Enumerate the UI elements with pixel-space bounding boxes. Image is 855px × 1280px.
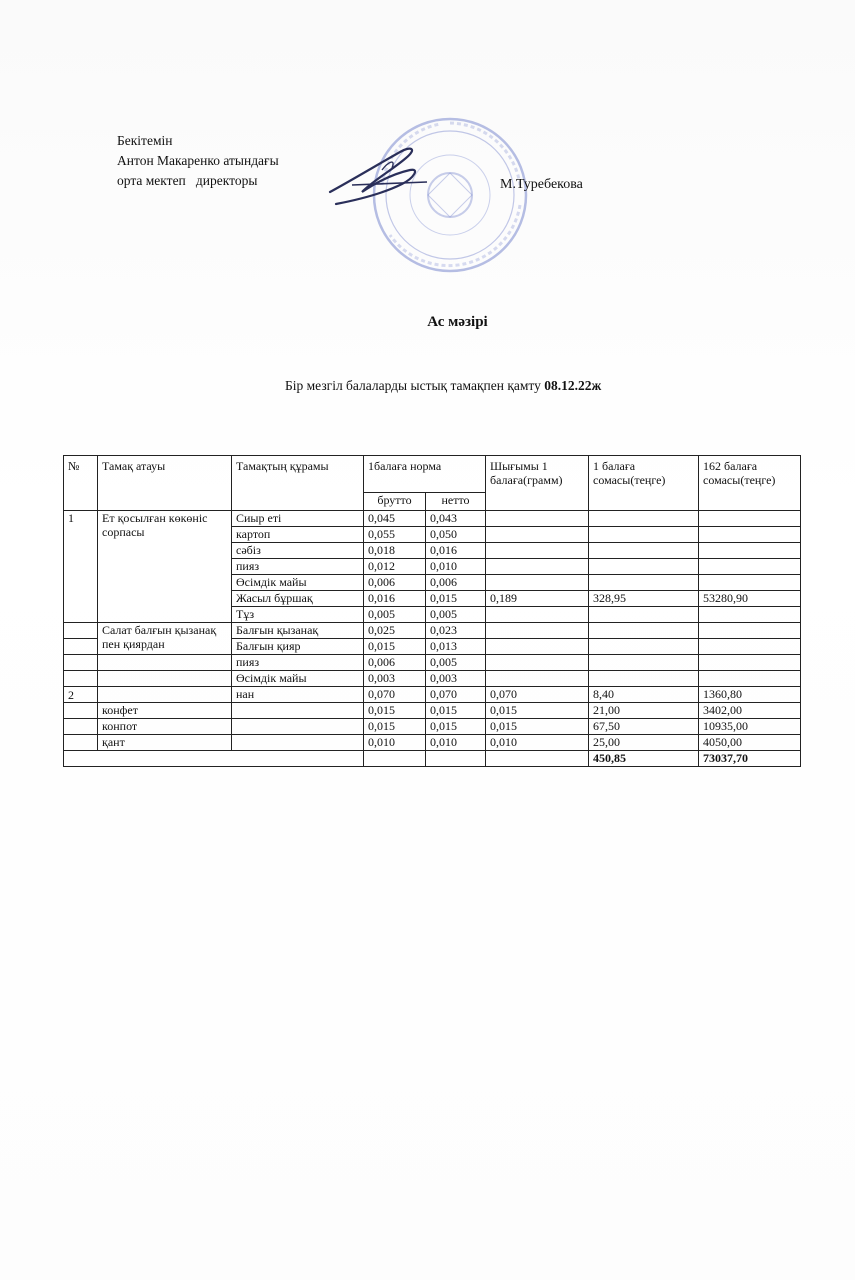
cell-ing <box>232 719 364 735</box>
approval-line-1: Бекітемін <box>117 133 173 148</box>
cell-c1 <box>589 527 699 543</box>
cell-c1: 328,95 <box>589 591 699 607</box>
cell-c162: 3402,00 <box>699 703 801 719</box>
cell-gross: 0,015 <box>364 703 426 719</box>
table-row <box>64 655 801 671</box>
header-dish: Тамақ атауы <box>98 456 232 511</box>
cell-ing <box>232 703 364 719</box>
cell-c1 <box>589 623 699 639</box>
cell-out <box>486 639 589 655</box>
cell-dish <box>98 655 232 671</box>
cell-num <box>64 639 98 655</box>
approval-block <box>117 131 279 191</box>
cell-out <box>486 607 589 623</box>
cell-ing: Тұз <box>232 607 364 623</box>
cell-num <box>64 719 98 735</box>
cell-gross: 0,010 <box>364 735 426 751</box>
cell-c1 <box>589 639 699 655</box>
cell-gross: 0,016 <box>364 591 426 607</box>
cell-gross: 0,015 <box>364 639 426 655</box>
header-norm: 1балаға норма <box>364 456 486 493</box>
director-name: М.Туребекова <box>500 177 583 192</box>
cell-net: 0,005 <box>426 607 486 623</box>
table-row <box>64 735 801 751</box>
subtitle-text: Бір мезгіл балаларды ыстық тамақпен қамту <box>285 378 541 393</box>
cell-ing: Сиыр еті <box>232 511 364 527</box>
header-net: нетто <box>426 493 486 511</box>
cell-c162 <box>699 527 801 543</box>
cell-out <box>486 623 589 639</box>
cell-c1 <box>589 607 699 623</box>
cell-net: 0,010 <box>426 735 486 751</box>
cell-out <box>486 527 589 543</box>
table-row <box>64 671 801 687</box>
cell-c162 <box>699 511 801 527</box>
cell-out: 0,015 <box>486 703 589 719</box>
cell-c162: 53280,90 <box>699 591 801 607</box>
approval-line-3: орта мектеп директоры <box>117 173 258 188</box>
header-cost-1: 1 балаға сомасы(теңге) <box>589 456 699 511</box>
cell-net: 0,015 <box>426 719 486 735</box>
cell-out <box>486 671 589 687</box>
cell-num: 1 <box>64 511 98 623</box>
cell-gross: 0,055 <box>364 527 426 543</box>
cell-num <box>64 735 98 751</box>
cell-c162: 1360,80 <box>699 687 801 703</box>
table-row <box>64 687 801 703</box>
cell-c1: 21,00 <box>589 703 699 719</box>
cell-out <box>486 511 589 527</box>
cell-dish: Салат балғын қызанақ пен қиярдан <box>98 623 232 655</box>
cell-c1 <box>589 511 699 527</box>
cell-ing: картоп <box>232 527 364 543</box>
totals-empty <box>486 751 589 767</box>
cell-c162 <box>699 543 801 559</box>
cell-ing: Өсімдік майы <box>232 575 364 591</box>
cell-net: 0,070 <box>426 687 486 703</box>
totals-empty <box>364 751 426 767</box>
cell-gross: 0,006 <box>364 575 426 591</box>
cell-num <box>64 623 98 639</box>
cell-net: 0,050 <box>426 527 486 543</box>
cell-c1 <box>589 671 699 687</box>
header-cost-162: 162 балаға сомасы(теңге) <box>699 456 801 511</box>
total-c162: 73037,70 <box>699 751 801 767</box>
cell-net: 0,005 <box>426 655 486 671</box>
cell-ing: Өсімдік майы <box>232 671 364 687</box>
cell-num <box>64 655 98 671</box>
approval-line-2: Антон Макаренко атындағы <box>117 153 279 168</box>
cell-gross: 0,005 <box>364 607 426 623</box>
cell-c1: 8,40 <box>589 687 699 703</box>
cell-gross: 0,025 <box>364 623 426 639</box>
cell-num <box>64 671 98 687</box>
cell-out: 0,010 <box>486 735 589 751</box>
cell-c162: 4050,00 <box>699 735 801 751</box>
cell-gross: 0,018 <box>364 543 426 559</box>
cell-ing: Балғын қияр <box>232 639 364 655</box>
menu-table <box>63 455 801 767</box>
totals-blank <box>64 751 364 767</box>
cell-gross: 0,006 <box>364 655 426 671</box>
cell-out: 0,015 <box>486 719 589 735</box>
cell-net: 0,016 <box>426 543 486 559</box>
cell-num <box>64 703 98 719</box>
cell-dish: Ет қосылған көкөніс сорпасы <box>98 511 232 623</box>
cell-net: 0,006 <box>426 575 486 591</box>
cell-c1 <box>589 575 699 591</box>
cell-c1: 67,50 <box>589 719 699 735</box>
cell-c1 <box>589 543 699 559</box>
cell-out: 0,070 <box>486 687 589 703</box>
cell-c162 <box>699 639 801 655</box>
cell-c162 <box>699 607 801 623</box>
cell-dish: конфет <box>98 703 232 719</box>
cell-dish: конпот <box>98 719 232 735</box>
document-title: Ас мәзірі <box>427 314 488 330</box>
cell-ing: пияз <box>232 559 364 575</box>
cell-net: 0,043 <box>426 511 486 527</box>
cell-c1 <box>589 655 699 671</box>
cell-net: 0,010 <box>426 559 486 575</box>
cell-net: 0,015 <box>426 591 486 607</box>
cell-ing: сәбіз <box>232 543 364 559</box>
cell-gross: 0,003 <box>364 671 426 687</box>
cell-c162 <box>699 623 801 639</box>
cell-out <box>486 543 589 559</box>
menu-table-body <box>64 511 801 767</box>
cell-out <box>486 559 589 575</box>
header-output: Шығымы 1 балаға(грамм) <box>486 456 589 511</box>
cell-ing: нан <box>232 687 364 703</box>
cell-c162 <box>699 655 801 671</box>
cell-num: 2 <box>64 687 98 703</box>
table-row <box>64 623 801 639</box>
cell-dish <box>98 671 232 687</box>
total-c1: 450,85 <box>589 751 699 767</box>
table-row <box>64 719 801 735</box>
cell-c1 <box>589 559 699 575</box>
cell-c162: 10935,00 <box>699 719 801 735</box>
cell-ing: пияз <box>232 655 364 671</box>
cell-gross: 0,015 <box>364 719 426 735</box>
cell-ing <box>232 735 364 751</box>
header-composition: Тамақтың құрамы <box>232 456 364 511</box>
header-gross: брутто <box>364 493 426 511</box>
totals-empty <box>426 751 486 767</box>
cell-gross: 0,070 <box>364 687 426 703</box>
cell-ing: Балғын қызанақ <box>232 623 364 639</box>
cell-c162 <box>699 671 801 687</box>
cell-gross: 0,045 <box>364 511 426 527</box>
totals-row <box>64 751 801 767</box>
cell-dish: қант <box>98 735 232 751</box>
table-row <box>64 511 801 527</box>
cell-net: 0,003 <box>426 671 486 687</box>
cell-c162 <box>699 575 801 591</box>
document-subtitle <box>285 378 601 394</box>
cell-out <box>486 655 589 671</box>
header-num: № <box>64 456 98 511</box>
cell-out <box>486 575 589 591</box>
cell-net: 0,015 <box>426 703 486 719</box>
cell-net: 0,023 <box>426 623 486 639</box>
cell-net: 0,013 <box>426 639 486 655</box>
table-row <box>64 703 801 719</box>
cell-ing: Жасыл бұршақ <box>232 591 364 607</box>
cell-out: 0,189 <box>486 591 589 607</box>
cell-c1: 25,00 <box>589 735 699 751</box>
director-signature <box>322 140 432 210</box>
cell-dish <box>98 687 232 703</box>
cell-c162 <box>699 559 801 575</box>
cell-gross: 0,012 <box>364 559 426 575</box>
subtitle-date: 08.12.22ж <box>544 378 602 393</box>
